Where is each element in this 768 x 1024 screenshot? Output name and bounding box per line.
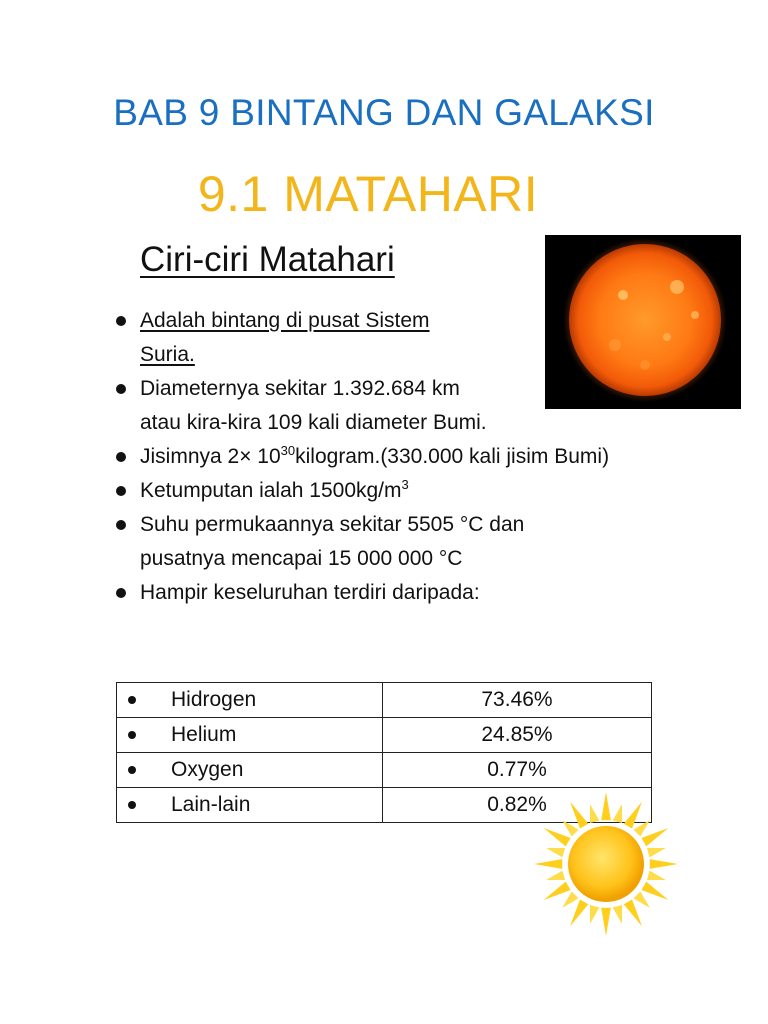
element-cell — [117, 683, 383, 718]
sun-ray — [544, 882, 571, 900]
bullet-icon — [116, 384, 126, 394]
element-name: Lain-lain — [171, 793, 251, 816]
element-name: Helium — [171, 723, 237, 746]
percent-cell: 73.46% — [383, 683, 652, 718]
bullet-icon — [116, 316, 126, 326]
sun-core — [568, 826, 644, 902]
fact-mass — [112, 440, 732, 474]
fact-density-pre: Ketumputan ialah 1500kg/m — [140, 479, 402, 502]
sun-ray — [562, 892, 578, 908]
fact-diameter — [112, 372, 732, 440]
bullet-icon — [116, 486, 126, 496]
sun-icon — [532, 790, 680, 938]
fact-temperature — [112, 508, 732, 576]
sun-ray — [570, 802, 588, 829]
subsection-title: Ciri-ciri Matahari — [140, 240, 395, 279]
sun-ray — [590, 804, 599, 823]
sun-ray — [601, 908, 611, 936]
sun-ray — [534, 859, 562, 869]
fact-mass-pre: Jisimnya 2× 10 — [140, 445, 281, 468]
fact-density-text — [140, 474, 732, 508]
sun-ray — [641, 828, 668, 846]
fact-center-star-line2-text: Suria. — [140, 343, 195, 366]
fact-mass-post: kilogram.(330.000 kali jisim Bumi) — [295, 445, 610, 468]
bullet-icon — [128, 696, 136, 704]
sun-ray — [650, 859, 678, 869]
sun-ray — [647, 848, 666, 857]
fact-center-star — [112, 304, 732, 372]
sun-ray — [634, 892, 650, 908]
sun-ray — [601, 792, 611, 820]
percent-cell: 24.85% — [383, 718, 652, 753]
table-row — [117, 683, 652, 718]
sun-ray — [634, 820, 650, 836]
element-cell — [117, 753, 383, 788]
sun-ray — [647, 871, 666, 880]
sun-ray — [624, 899, 642, 926]
fact-mass-exponent: 30 — [280, 443, 296, 458]
facts-list — [112, 304, 732, 610]
bullet-icon — [128, 731, 136, 739]
fact-mass-text — [140, 440, 610, 474]
fact-center-star-line1: Adalah bintang di pusat Sistem — [140, 309, 430, 332]
sun-ray — [562, 820, 578, 836]
sun-ray — [570, 899, 588, 926]
fact-density-exponent: 3 — [401, 477, 409, 492]
section-title: 9.1 MATAHARI — [197, 166, 539, 222]
bullet-icon — [116, 588, 126, 598]
fact-temperature-text: Suhu permukaannya sekitar 5505 °C dan pusatnya mencapai 15 000 000 °C — [140, 513, 525, 570]
sun-ray — [613, 905, 622, 924]
fact-diameter-line1: Diameternya sekitar 1.392.684 km — [140, 377, 460, 400]
fact-density — [112, 474, 732, 508]
bullet-icon — [116, 520, 126, 530]
sun-clipart-graphic — [532, 790, 680, 938]
chapter-title: BAB 9 BINTANG DAN GALAKSI — [113, 92, 655, 133]
element-cell — [117, 788, 383, 823]
sun-ray — [624, 802, 642, 829]
percent-cell: 0.77% — [383, 753, 652, 788]
table-row — [117, 753, 652, 788]
element-cell — [117, 718, 383, 753]
sun-ray — [546, 871, 565, 880]
element-name: Oxygen — [171, 758, 244, 781]
sun-ray — [613, 804, 622, 823]
bullet-icon — [116, 452, 126, 462]
sun-ray — [590, 905, 599, 924]
sun-ray — [546, 848, 565, 857]
bullet-icon — [128, 766, 136, 774]
sun-ray — [641, 882, 668, 900]
element-name: Hidrogen — [171, 688, 257, 711]
percent-cell: 0.82% — [383, 788, 652, 823]
bullet-icon — [128, 801, 136, 809]
table-row — [117, 718, 652, 753]
fact-diameter-line2: atau kira-kira 109 kali diameter Bumi. — [140, 411, 487, 434]
sun-ray — [544, 828, 571, 846]
fact-center-star-line2 — [140, 338, 732, 372]
fact-composition-text: Hampir keseluruhan terdiri daripada: — [140, 581, 480, 604]
fact-composition — [112, 576, 732, 610]
